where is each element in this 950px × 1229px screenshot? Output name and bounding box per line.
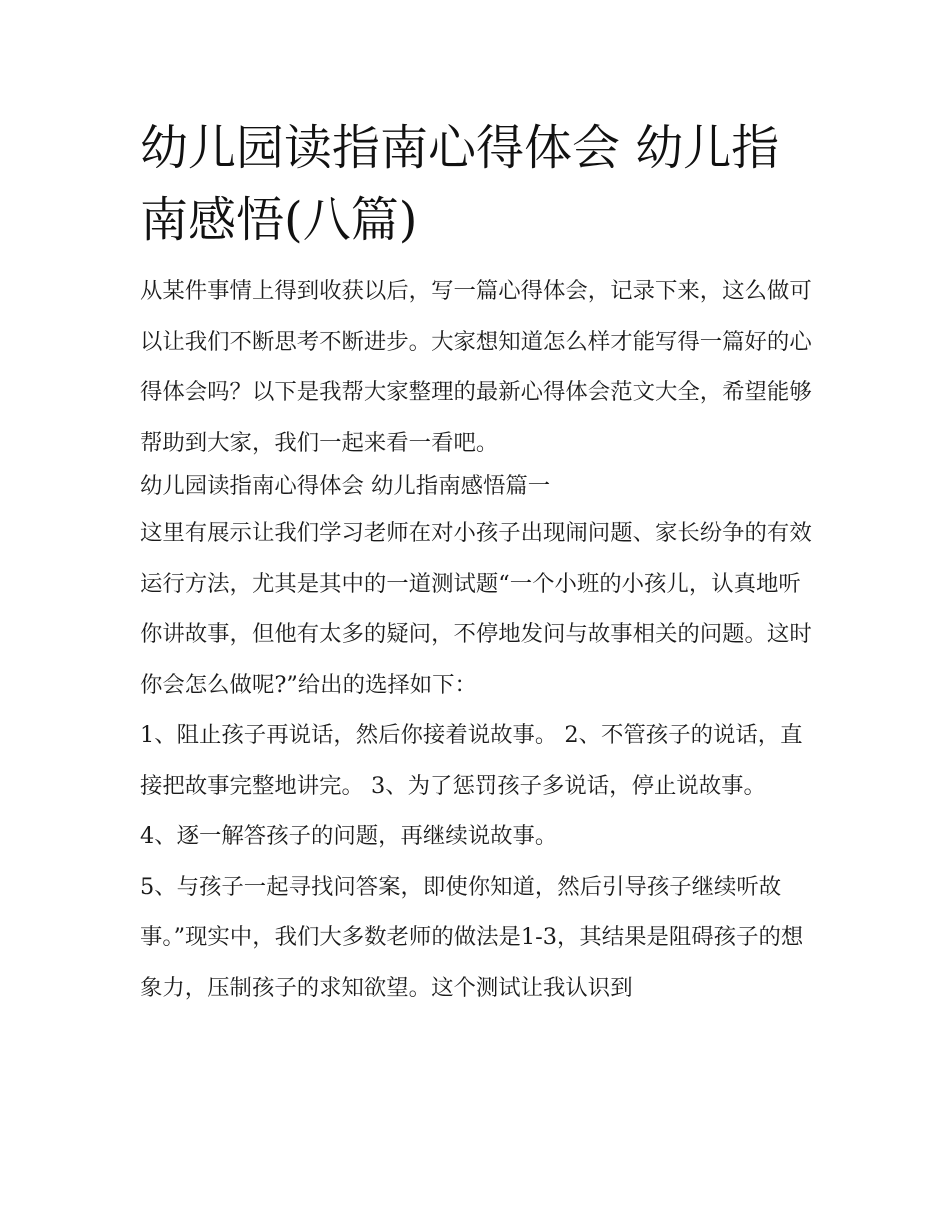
body-paragraph: 这里有展示让我们学习老师在对小孩子出现闹问题、家长纷争的有效运行方法，尤其是其中的一道测试题“一个小班的小孩儿，认真地听你讲故事，但他有太多的疑问，不停地发问与故事相关的问题。这时你会怎么做呢?”给出的选择如下： (140, 520, 812, 698)
intro-paragraph: 从某件事情上得到收获以后，写一篇心得体会，记录下来，这么做可以让我们不断思考不断进步。大家想知道怎么样才能写得一篇好的心得体会吗？以下是我帮大家整理的最新心得体会范文大全，希望能够帮助到大家，我们一起来看一看吧。 (140, 278, 812, 456)
body-paragraph: 5、与孩子一起寻找问答案，即使你知道，然后引导孩子继续听故事。”现实中，我们大多数老师的做法是1-3，其结果是阻碍孩子的想象力，压制孩子的求知欲望。这个测试让我认识到 (140, 873, 804, 1001)
body-paragraph: 1、阻止孩子再说话，然后你接着说故事。 2、不管孩子的说话，直接把故事完整地讲完。 3、为了惩罚孩子多说话，停止说故事。 (140, 722, 803, 799)
body-paragraph: 4、逐一解答孩子的问题，再继续说故事。 (140, 823, 558, 849)
section-heading: 幼儿园读指南心得体会 幼儿指南感悟篇一 (140, 473, 551, 499)
document-body (140, 112, 812, 1013)
document-title: 幼儿园读指南心得体会 幼儿指南感悟(八篇) (140, 120, 780, 248)
